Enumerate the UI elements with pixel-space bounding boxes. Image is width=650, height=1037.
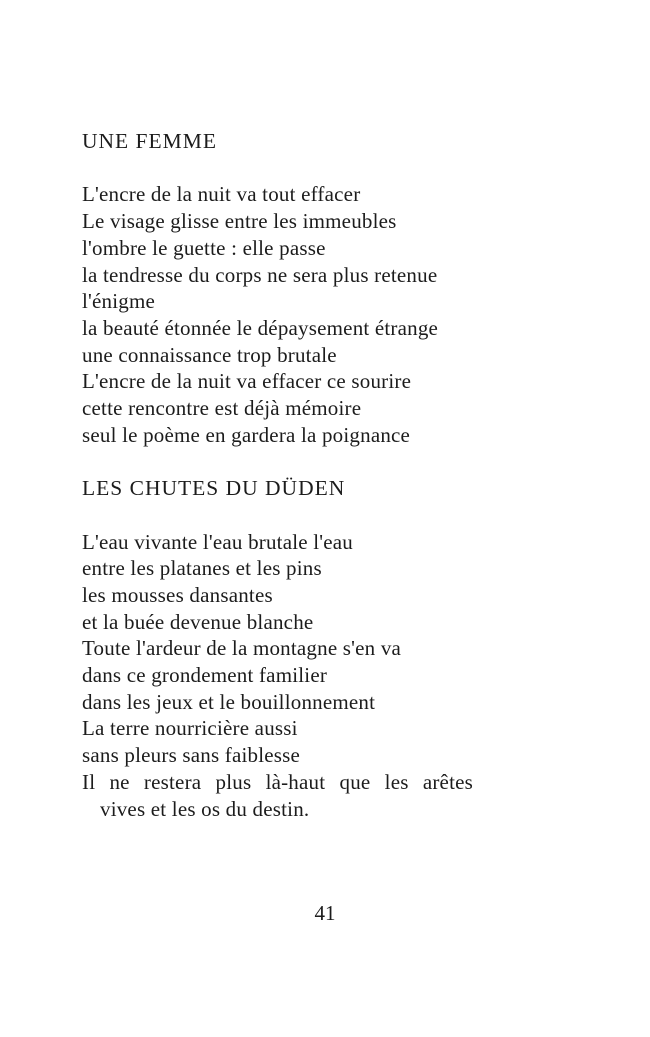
poem-line: Il ne restera plus là-haut que les arêtes bbox=[82, 769, 473, 794]
poem-line: cette rencontre est déjà mémoire bbox=[82, 396, 362, 421]
poem-line: sans pleurs sans faiblesse bbox=[82, 743, 301, 768]
poem-les-chutes-du-duden bbox=[82, 475, 473, 822]
poem-line: L'encre de la nuit va effacer ce sourire bbox=[82, 369, 412, 394]
poem-line: une connaissance trop brutale bbox=[82, 342, 337, 367]
poem-title: UNE FEMME bbox=[82, 129, 218, 153]
poem-line: seul le poème en gardera la poignance bbox=[82, 422, 411, 447]
poem-line: les mousses dansantes bbox=[82, 582, 273, 607]
page-number: 41 bbox=[314, 901, 336, 925]
poem-line: l'ombre le guette : elle passe bbox=[82, 235, 326, 260]
poem-line: La terre nourricière aussi bbox=[82, 716, 298, 741]
poem-line: Le visage glisse entre les immeubles bbox=[82, 209, 397, 234]
stanza bbox=[82, 529, 473, 823]
poem-line: l'énigme bbox=[82, 289, 156, 314]
page-text-block bbox=[82, 128, 473, 822]
poem-une-femme bbox=[82, 128, 473, 448]
poem-title: LES CHUTES DU DÜDEN bbox=[82, 476, 346, 501]
poem-line: Toute l'ardeur de la montagne s'en va bbox=[82, 636, 402, 661]
poem-line: vives et les os du destin. bbox=[100, 796, 310, 821]
poem-line: L'encre de la nuit va tout effacer bbox=[82, 182, 361, 207]
poem-line: L'eau vivante l'eau brutale l'eau bbox=[82, 529, 353, 554]
poem-line: dans ce grondement familier bbox=[82, 663, 328, 688]
poem-line: la tendresse du corps ne sera plus retenue bbox=[82, 262, 438, 287]
poem-line: la beauté étonnée le dépaysement étrange bbox=[82, 315, 439, 340]
poem-line: dans les jeux et le bouillonnement bbox=[82, 689, 376, 714]
poem-line: et la buée devenue blanche bbox=[82, 609, 314, 634]
stanza bbox=[82, 181, 473, 448]
poem-line: entre les platanes et les pins bbox=[82, 556, 322, 581]
